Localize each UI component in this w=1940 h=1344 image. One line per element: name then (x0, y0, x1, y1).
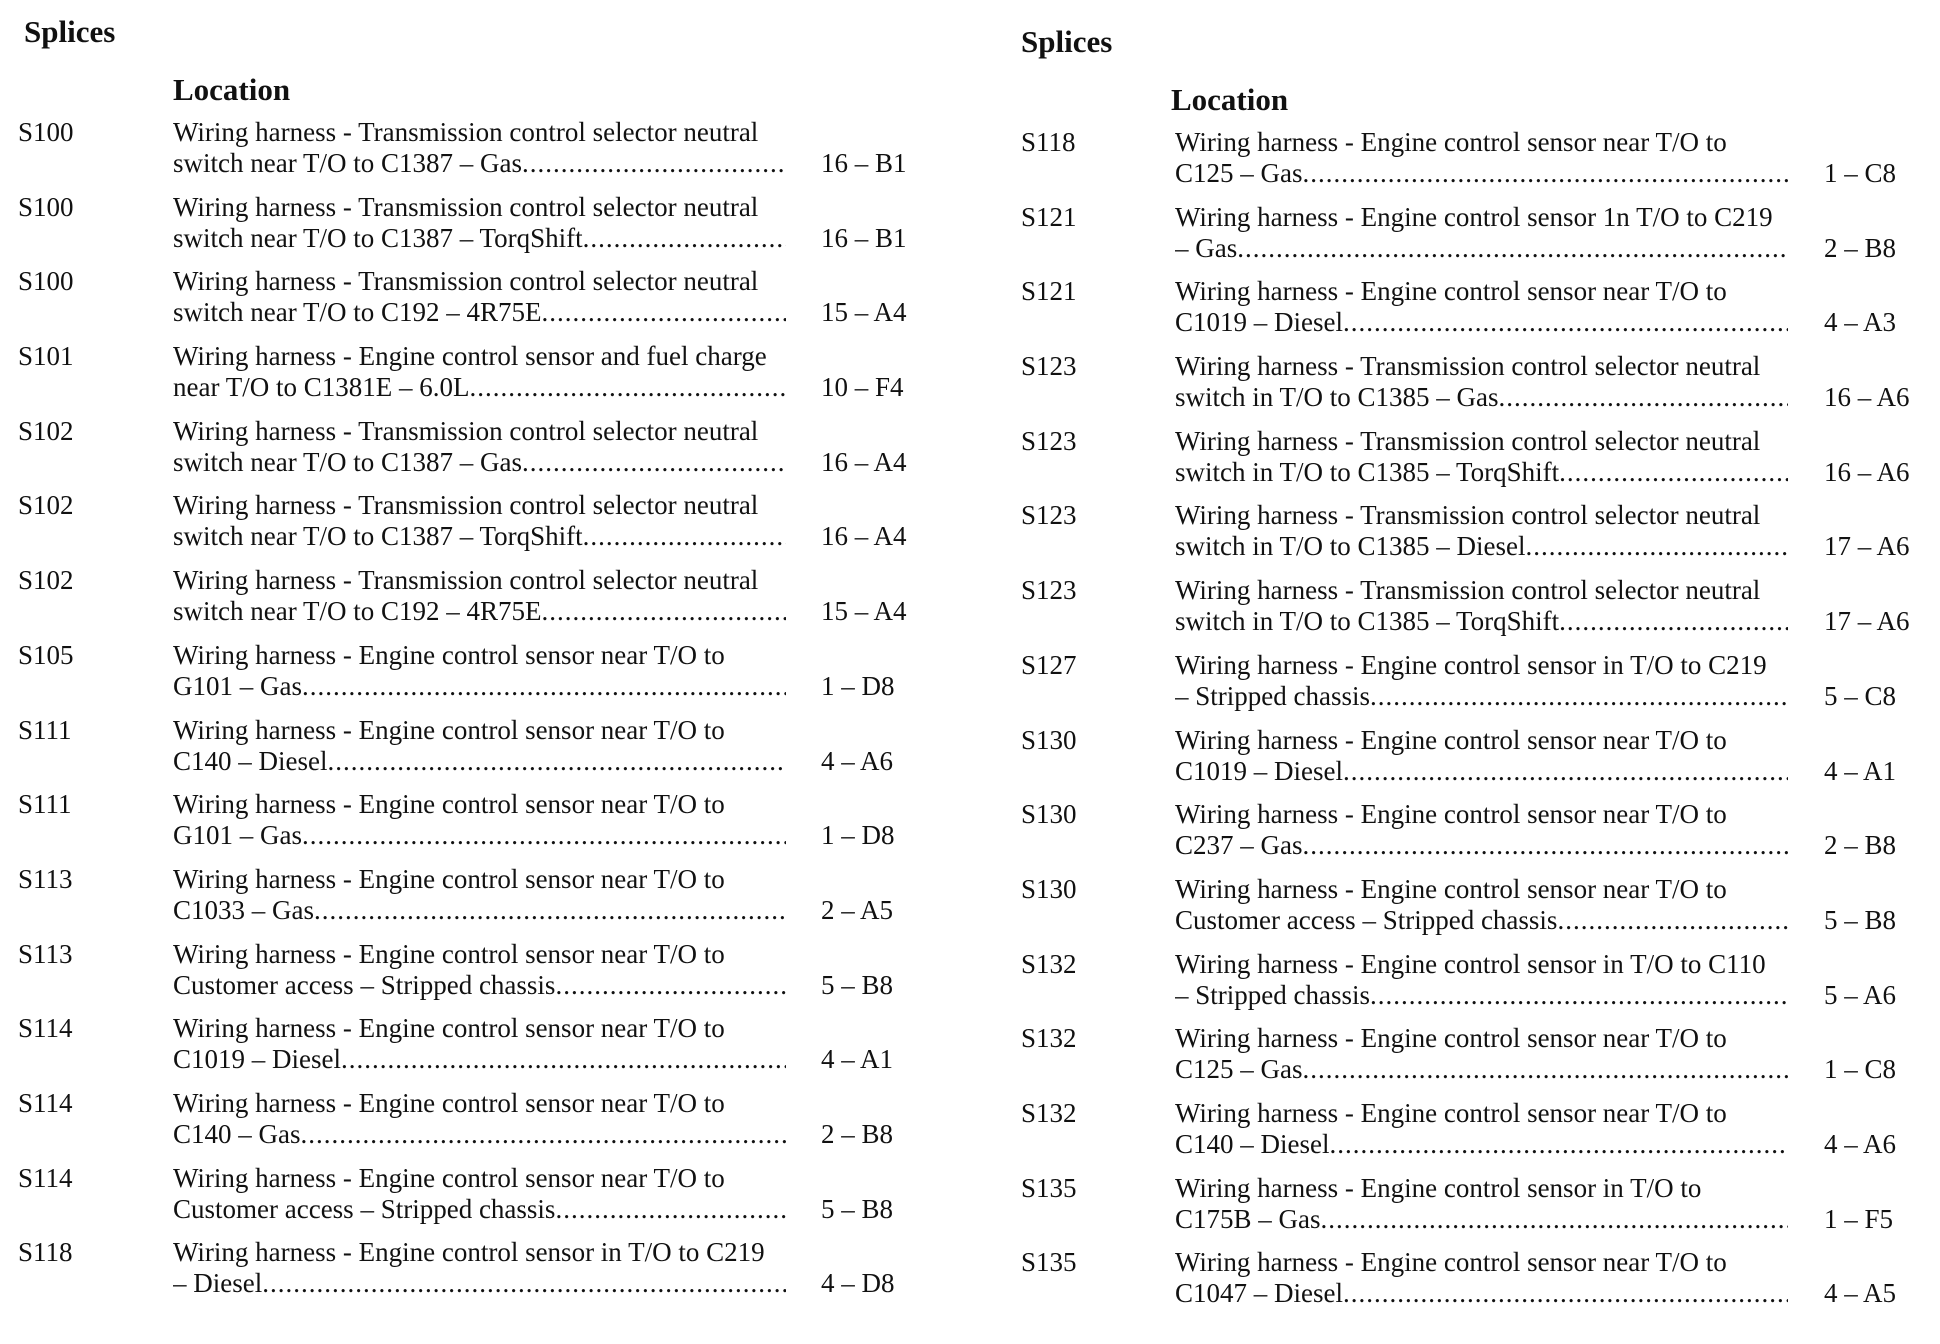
location-line-1: Wiring harness - Engine control sensor near T/O to (1175, 276, 1727, 307)
splice-id: S114 (18, 1013, 73, 1044)
location-line-2-text: switch in T/O to C1385 – TorqShift (1175, 456, 1560, 487)
location-line-1: Wiring harness - Engine control sensor and fuel charge (173, 341, 767, 372)
splice-location (173, 490, 786, 552)
page-grid-reference: 5 – B8 (1824, 904, 1897, 935)
splice-row (1021, 650, 1931, 725)
splice-id: S123 (1021, 500, 1077, 531)
splice-location (1175, 874, 1788, 936)
dot-leader (301, 1119, 787, 1150)
splice-location (173, 939, 786, 1001)
location-line-2 (173, 1194, 786, 1225)
right-splice-list (1021, 127, 1931, 1322)
splice-location (173, 1088, 786, 1150)
page-grid-reference: 15 – A4 (821, 297, 907, 328)
location-line-1: Wiring harness - Engine control sensor near T/O to (1175, 1023, 1727, 1054)
splice-location (173, 640, 786, 702)
location-line-1: Wiring harness - Engine control sensor near T/O to (1175, 724, 1727, 755)
dot-leader (1303, 1054, 1789, 1085)
dot-leader (1303, 158, 1789, 189)
location-line-2-text: C1019 – Diesel (1175, 307, 1343, 338)
dot-leader (262, 1268, 786, 1299)
dot-leader (1330, 1129, 1789, 1160)
location-line-2 (1175, 382, 1788, 413)
location-line-2 (1175, 830, 1788, 861)
location-line-1: Wiring harness - Transmission control selector neutral (173, 266, 759, 297)
splice-row (1021, 575, 1931, 650)
location-line-2-text: switch near T/O to C192 – 4R75E (173, 596, 542, 627)
dot-leader (1303, 830, 1789, 861)
splice-id: S111 (18, 714, 72, 745)
location-line-2-text: switch in T/O to C1385 – Diesel (1175, 531, 1526, 562)
location-line-1: Wiring harness - Transmission control selector neutral (1175, 575, 1761, 606)
location-line-1: Wiring harness - Engine control sensor near T/O to (173, 938, 725, 969)
location-line-2-text: switch near T/O to C1387 – TorqShift (173, 521, 583, 552)
location-line-2 (173, 1044, 786, 1075)
splice-location (173, 266, 786, 328)
splice-row (18, 565, 938, 640)
location-line-1: Wiring harness - Transmission control selector neutral (173, 490, 759, 521)
page-grid-reference: 1 – D8 (821, 670, 895, 701)
splice-location (1175, 276, 1788, 338)
page-grid-reference: 1 – C8 (1824, 1054, 1897, 1085)
splice-location (173, 565, 786, 627)
splice-id: S102 (18, 490, 74, 521)
splice-row (1021, 1247, 1931, 1322)
location-line-2-text: C125 – Gas (1175, 1054, 1303, 1085)
location-line-1: Wiring harness - Transmission control selector neutral (173, 191, 759, 222)
page-grid-reference: 5 – C8 (1824, 680, 1897, 711)
location-line-1: Wiring harness - Engine control sensor near T/O to (173, 863, 725, 894)
location-line-2-text: – Diesel (173, 1268, 263, 1299)
splice-location (173, 864, 786, 926)
splice-location (173, 1237, 786, 1299)
location-line-1: Wiring harness - Transmission control selector neutral (173, 415, 759, 446)
location-line-2 (1175, 681, 1788, 712)
splice-id: S111 (18, 789, 72, 820)
location-line-1: Wiring harness - Engine control sensor near T/O to (173, 1013, 725, 1044)
location-line-1: Wiring harness - Engine control sensor in T/O to (1175, 1172, 1702, 1203)
location-line-1: Wiring harness - Engine control sensor near T/O to (1175, 799, 1727, 830)
dot-leader (1559, 457, 1788, 488)
page-grid-reference: 2 – B8 (821, 1118, 894, 1149)
splice-id: S123 (1021, 351, 1077, 382)
right-location-header: Location (1171, 82, 1289, 117)
splice-id: S118 (18, 1237, 73, 1268)
location-line-2-text: near T/O to C1381E – 6.0L (173, 372, 470, 403)
page-grid-reference: 2 – B8 (1824, 232, 1897, 263)
splice-location (1175, 725, 1788, 787)
splice-location (1175, 426, 1788, 488)
page-grid-reference: 4 – A6 (821, 745, 894, 776)
dot-leader (522, 148, 786, 179)
location-line-2 (173, 1119, 786, 1150)
splice-id: S105 (18, 639, 74, 670)
location-line-1: Wiring harness - Engine control sensor near T/O to (1175, 873, 1727, 904)
splice-row (1021, 127, 1931, 202)
location-line-2-text: G101 – Gas (173, 820, 302, 851)
splice-id: S127 (1021, 649, 1077, 680)
splice-row (18, 416, 938, 491)
dot-leader (1237, 233, 1788, 264)
page-grid-reference: 1 – C8 (1824, 158, 1897, 188)
location-line-2 (1175, 606, 1788, 637)
splice-row (18, 490, 938, 565)
location-line-2 (173, 1268, 786, 1299)
location-line-2 (173, 820, 786, 851)
page-grid-reference: 5 – B8 (821, 969, 894, 1000)
splice-location (173, 1163, 786, 1225)
location-line-1: Wiring harness - Engine control sensor near T/O to (1175, 1097, 1727, 1128)
location-line-1: Wiring harness - Engine control sensor 1n T/O to C219 (1175, 201, 1773, 232)
location-line-2-text: switch in T/O to C1385 – Gas (1175, 382, 1499, 413)
page-grid-reference: 16 – A4 (821, 521, 907, 552)
location-line-1: Wiring harness - Transmission control selector neutral (173, 117, 759, 147)
splice-location (1175, 202, 1788, 264)
location-line-2-text: switch near T/O to C1387 – TorqShift (173, 222, 583, 253)
splice-id: S114 (18, 1087, 73, 1118)
location-line-2 (1175, 980, 1788, 1011)
splice-id: S123 (1021, 575, 1077, 606)
dot-leader (555, 970, 786, 1001)
splice-id: S135 (1021, 1247, 1077, 1278)
splice-id: S100 (18, 117, 74, 147)
location-line-1: Wiring harness - Engine control sensor near T/O to (173, 714, 725, 745)
location-line-2 (173, 596, 786, 627)
location-line-2-text: C1019 – Diesel (173, 1044, 341, 1075)
location-line-2 (1175, 233, 1788, 264)
splice-row (1021, 874, 1931, 949)
dot-leader (555, 1194, 786, 1225)
location-line-2-text: – Stripped chassis (1175, 979, 1370, 1010)
splice-id: S113 (18, 863, 73, 894)
splice-id: S135 (1021, 1172, 1077, 1203)
dot-leader (1343, 1278, 1788, 1309)
dot-leader (541, 297, 786, 328)
page-grid-reference: 17 – A6 (1824, 606, 1910, 637)
location-line-2-text: C140 – Gas (173, 1118, 301, 1149)
dot-leader (1343, 307, 1788, 338)
page-grid-reference: 1 – D8 (821, 820, 895, 851)
splice-location (1175, 650, 1788, 712)
dot-leader (583, 521, 786, 552)
left-splice-list (18, 117, 938, 1312)
splice-location (1175, 1247, 1788, 1309)
splice-row (18, 789, 938, 864)
location-line-2 (173, 746, 786, 777)
splice-id: S114 (18, 1162, 73, 1193)
splice-location (173, 117, 786, 179)
splice-id: S132 (1021, 1023, 1077, 1054)
location-line-1: Wiring harness - Engine control sensor in T/O to C219 (173, 1237, 765, 1268)
splice-location (173, 715, 786, 777)
location-line-1: Wiring harness - Transmission control selector neutral (173, 565, 759, 596)
splice-location (173, 1013, 786, 1075)
location-line-2-text: Customer access – Stripped chassis (173, 969, 556, 1000)
location-line-2 (1175, 158, 1788, 189)
splice-row (18, 341, 938, 416)
splice-row (1021, 1098, 1931, 1173)
splice-row (18, 864, 938, 939)
location-line-2 (173, 223, 786, 254)
splice-location (173, 341, 786, 403)
location-line-1: Wiring harness - Engine control sensor near T/O to (173, 1087, 725, 1118)
location-line-2-text: G101 – Gas (173, 670, 302, 701)
location-line-2 (1175, 307, 1788, 338)
splice-location (1175, 351, 1788, 413)
location-line-2 (1175, 457, 1788, 488)
location-line-1: Wiring harness - Engine control sensor near T/O to (1175, 127, 1727, 157)
location-line-2 (173, 148, 786, 179)
page-grid-reference: 2 – A5 (821, 894, 894, 925)
location-line-2 (1175, 1278, 1788, 1309)
splice-id: S123 (1021, 425, 1077, 456)
location-line-2 (1175, 1129, 1788, 1160)
page-grid-reference: 15 – A4 (821, 596, 907, 627)
splice-row (1021, 351, 1931, 426)
right-column-title: Splices (1021, 24, 1113, 59)
location-line-2-text: C140 – Diesel (1175, 1128, 1330, 1159)
splice-row (1021, 276, 1931, 351)
splice-location (173, 416, 786, 478)
splice-row (18, 266, 938, 341)
page-grid-reference: 4 – A5 (1824, 1278, 1897, 1309)
location-line-2 (1175, 756, 1788, 787)
page-grid-reference: 5 – A6 (1824, 979, 1897, 1010)
splice-row (1021, 426, 1931, 501)
location-line-2 (173, 372, 786, 403)
location-line-2-text: Customer access – Stripped chassis (1175, 904, 1558, 935)
splice-row (1021, 1173, 1931, 1248)
splice-row (18, 1088, 938, 1163)
location-line-1: Wiring harness - Engine control sensor near T/O to (1175, 1247, 1727, 1278)
location-line-1: Wiring harness - Engine control sensor in T/O to C110 (1175, 948, 1766, 979)
dot-leader (1526, 531, 1789, 562)
splice-location (1175, 949, 1788, 1011)
location-line-1: Wiring harness - Engine control sensor near T/O to (173, 639, 725, 670)
left-location-header: Location (173, 72, 291, 107)
splice-row (1021, 1023, 1931, 1098)
splice-row (18, 939, 938, 1014)
splice-location (1175, 1023, 1788, 1085)
dot-leader (302, 671, 786, 702)
dot-leader (522, 447, 786, 478)
splice-id: S100 (18, 191, 74, 222)
location-line-2-text: switch near T/O to C1387 – Gas (173, 446, 522, 477)
splice-row (1021, 799, 1931, 874)
splice-location (1175, 500, 1788, 562)
splice-row (18, 117, 938, 192)
splice-id: S118 (1021, 127, 1076, 157)
page-grid-reference: 4 – A1 (821, 1044, 894, 1075)
splice-id: S130 (1021, 724, 1077, 755)
splice-id: S121 (1021, 201, 1077, 232)
splice-row (18, 1237, 938, 1312)
page-grid-reference: 16 – B1 (821, 222, 907, 253)
page-grid-reference: 4 – A1 (1824, 755, 1897, 786)
dot-leader (1559, 606, 1788, 637)
location-line-2-text: C1047 – Diesel (1175, 1278, 1343, 1309)
location-line-1: Wiring harness - Transmission control selector neutral (1175, 351, 1761, 382)
page-grid-reference: 5 – B8 (821, 1193, 894, 1224)
dot-leader (341, 1044, 786, 1075)
location-line-2-text: C140 – Diesel (173, 745, 328, 776)
splice-row (1021, 949, 1931, 1024)
splice-id: S121 (1021, 276, 1077, 307)
splice-row (1021, 725, 1931, 800)
location-line-2-text: Customer access – Stripped chassis (173, 1193, 556, 1224)
location-line-1: Wiring harness - Engine control sensor near T/O to (173, 789, 725, 820)
page-grid-reference: 16 – B1 (821, 148, 907, 178)
splice-location (173, 789, 786, 851)
location-line-2-text: C1019 – Diesel (1175, 755, 1343, 786)
dot-leader (328, 746, 787, 777)
location-line-1: Wiring harness - Engine control sensor in T/O to C219 (1175, 649, 1767, 680)
dot-leader (302, 820, 786, 851)
location-line-2 (173, 895, 786, 926)
location-line-2-text: switch in T/O to C1385 – TorqShift (1175, 606, 1560, 637)
dot-leader (1370, 980, 1788, 1011)
splice-location (173, 192, 786, 254)
location-line-2-text: – Stripped chassis (1175, 680, 1370, 711)
location-line-2-text: switch near T/O to C192 – 4R75E (173, 297, 542, 328)
page-grid-reference: 4 – A6 (1824, 1128, 1897, 1159)
dot-leader (1343, 756, 1788, 787)
splice-location (1175, 575, 1788, 637)
page-grid-reference: 4 – D8 (821, 1268, 895, 1299)
location-line-2 (173, 671, 786, 702)
splice-row (18, 1163, 938, 1238)
splice-id: S102 (18, 565, 74, 596)
page-grid-reference: 16 – A6 (1824, 456, 1910, 487)
splice-row (18, 1013, 938, 1088)
location-line-2-text: C175B – Gas (1175, 1203, 1321, 1234)
page-grid-reference: 16 – A6 (1824, 382, 1910, 413)
splice-id: S132 (1021, 948, 1077, 979)
location-line-2-text: switch near T/O to C1387 – Gas (173, 148, 522, 178)
dot-leader (1499, 382, 1789, 413)
dot-leader (541, 596, 786, 627)
splice-row (1021, 500, 1931, 575)
splice-row (18, 192, 938, 267)
location-line-2 (1175, 1054, 1788, 1085)
splice-location (1175, 1098, 1788, 1160)
location-line-2 (1175, 531, 1788, 562)
splice-id: S132 (1021, 1097, 1077, 1128)
page-grid-reference: 16 – A4 (821, 446, 907, 477)
splice-row (1021, 202, 1931, 277)
location-line-2 (1175, 905, 1788, 936)
left-column-title: Splices (24, 14, 116, 49)
dot-leader (1370, 681, 1788, 712)
page-grid-reference: 2 – B8 (1824, 830, 1897, 861)
splice-id: S113 (18, 938, 73, 969)
splice-location (1175, 799, 1788, 861)
dot-leader (314, 895, 786, 926)
splice-id: S102 (18, 415, 74, 446)
splice-id: S101 (18, 341, 74, 372)
dot-leader (469, 372, 786, 403)
splice-row (18, 715, 938, 790)
location-line-1: Wiring harness - Engine control sensor near T/O to (173, 1162, 725, 1193)
splice-id: S130 (1021, 873, 1077, 904)
dot-leader (1321, 1204, 1788, 1235)
location-line-2-text: – Gas (1175, 232, 1238, 263)
splice-location (1175, 1173, 1788, 1235)
location-line-2 (173, 447, 786, 478)
page-grid-reference: 1 – F5 (1824, 1203, 1894, 1234)
location-line-2 (173, 521, 786, 552)
location-line-2 (1175, 1204, 1788, 1235)
splice-row (18, 640, 938, 715)
splice-location (1175, 127, 1788, 189)
dot-leader (583, 223, 786, 254)
location-line-2 (173, 297, 786, 328)
location-line-2-text: C1033 – Gas (173, 894, 314, 925)
location-line-2-text: C125 – Gas (1175, 158, 1303, 188)
location-line-2-text: C237 – Gas (1175, 830, 1303, 861)
location-line-1: Wiring harness - Transmission control selector neutral (1175, 500, 1761, 531)
location-line-2 (173, 970, 786, 1001)
splice-id: S130 (1021, 799, 1077, 830)
dot-leader (1557, 905, 1788, 936)
page-grid-reference: 10 – F4 (821, 372, 904, 403)
location-line-1: Wiring harness - Transmission control selector neutral (1175, 425, 1761, 456)
page-grid-reference: 17 – A6 (1824, 531, 1910, 562)
page-grid-reference: 4 – A3 (1824, 307, 1897, 338)
splice-id: S100 (18, 266, 74, 297)
